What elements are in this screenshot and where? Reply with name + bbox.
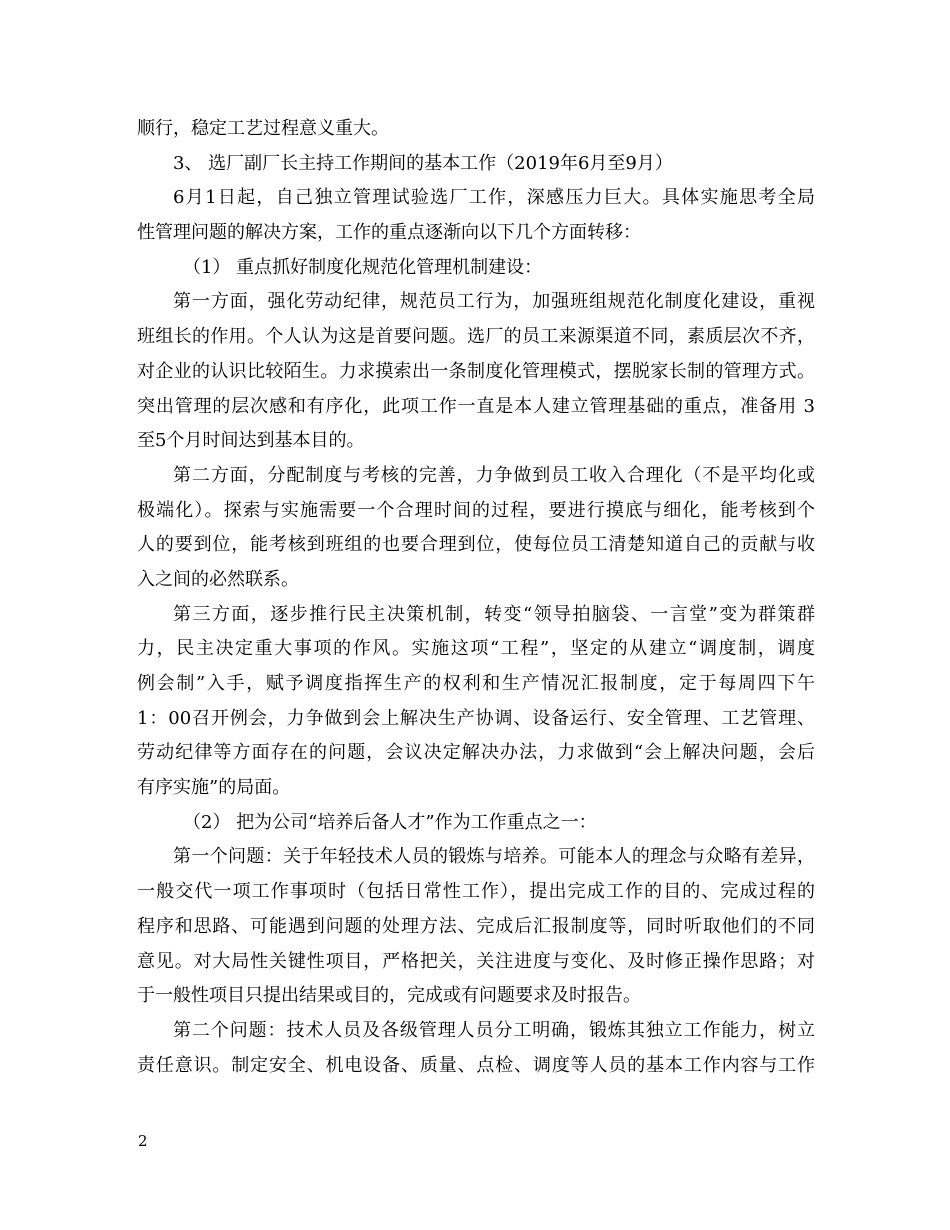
text-line: 至5个月时间达到基本目的。 (137, 430, 365, 452)
text-line: 第三方面，逐步推行民主决策机制，转变“领导拍脑袋、一言堂”变为群策群 (173, 603, 815, 625)
text-line: 第一方面，强化劳动纪律，规范员工行为，加强班组规范化制度化建设，重视 (173, 291, 815, 313)
text-line: 劳动纪律等方面存在的问题，会议决定解决办法，力求做到“会上解决问题，会后 (137, 742, 815, 764)
text-line: 人的要到位，能考核到班组的也要合理到位，使每位员工清楚知道自己的贡献与收 (137, 534, 815, 556)
text-line: 第二个问题：技术人员及各级管理人员分工明确，锻炼其独立工作能力，树立 (173, 1019, 815, 1041)
text-line: （1） 重点抓好制度化规范化管理机制建设： (183, 256, 543, 278)
text-line: 顺行，稳定工艺过程意义重大。 (137, 118, 389, 139)
text-line: 极端化）。探索与实施需要一个合理时间的过程，要进行摸底与细化，能考核到个 (137, 499, 815, 521)
text-line: （2） 把为公司“培养后备人才”作为工作重点之一： (183, 811, 597, 833)
text-line: 意见。对大局性关键性项目，严格把关，关注进度与变化、及时修正操作思路；对 (137, 950, 815, 972)
text-line: 有序实施”的局面。 (137, 777, 291, 799)
text-line: 3、 选厂副厂长主持工作期间的基本工作（2019年6月至9月） (173, 152, 673, 174)
text-line: 程序和思路、可能遇到问题的处理方法、完成后汇报制度等，同时听取他们的不同 (137, 915, 815, 937)
document-body (137, 112, 815, 1083)
page-number: 2 (138, 1132, 148, 1150)
text-line: 一般交代一项工作事项时（包括日常性工作），提出完成工作的目的、完成过程的 (137, 881, 815, 903)
text-line: 于一般性项目只提出结果或目的，完成或有问题要求及时报告。 (137, 985, 641, 1007)
text-line: 1：00召开例会，力争做到会上解决生产协调、设备运行、安全管理、工艺管理、 (137, 707, 815, 729)
text-line: 第二方面，分配制度与考核的完善，力争做到员工收入合理化（不是平均化或 (173, 464, 815, 486)
text-line: 性管理问题的解决方案，工作的重点逐渐向以下几个方面转移： (137, 222, 641, 244)
text-line: 入之间的必然联系。 (137, 568, 299, 590)
text-line: 突出管理的层次感和有序化，此项工作一直是本人建立管理基础的重点，准备用 3 (137, 395, 815, 417)
text-line: 班组长的作用。个人认为这是首要问题。选厂的员工来源渠道不同，素质层次不齐， (137, 326, 815, 348)
text-line: 责任意识。制定安全、机电设备、质量、点检、调度等人员的基本工作内容与工作 (137, 1054, 815, 1076)
text-line: 6月1日起，自己独立管理试验选厂工作，深感压力巨大。具体实施思考全局 (173, 187, 815, 209)
text-line: 对企业的认识比较陌生。力求摸索出一条制度化管理模式，摆脱家长制的管理方式。 (137, 360, 815, 382)
text-line: 例会制”入手，赋予调度指挥生产的权利和生产情况汇报制度，定于每周四下午 (137, 673, 815, 694)
text-line: 第一个问题：关于年轻技术人员的锻炼与培养。可能本人的理念与众略有差异， (173, 846, 815, 868)
text-line: 力，民主决定重大事项的作风。实施这项“工程”，坚定的从建立“调度制，调度 (137, 638, 815, 660)
